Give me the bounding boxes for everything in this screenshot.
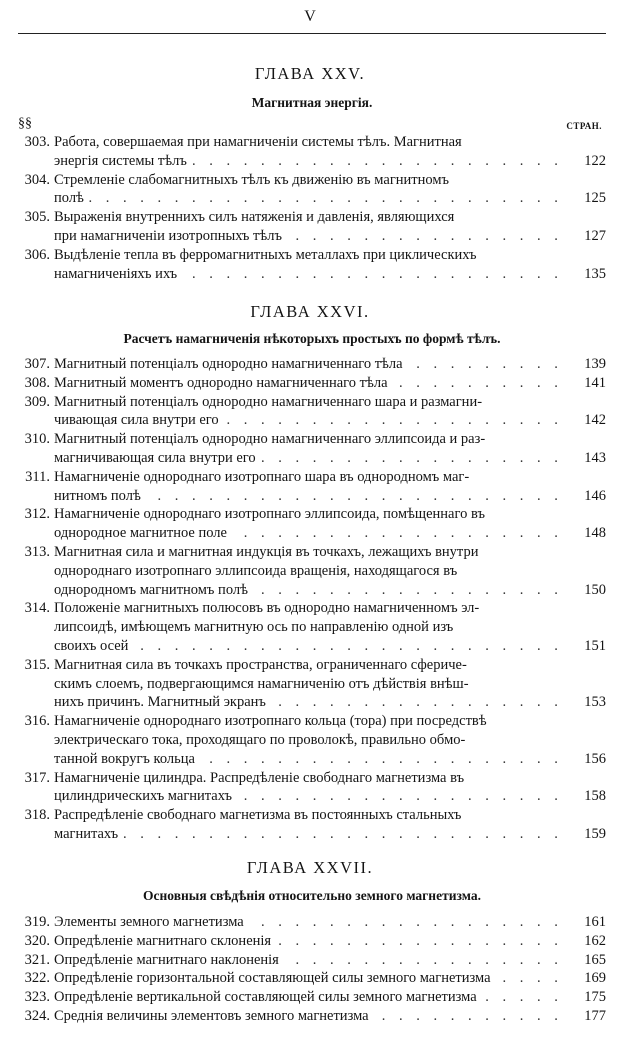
section-number: 311. <box>25 468 50 485</box>
page-number: 135 <box>584 265 606 282</box>
entry-title-line: магнитахъ . . . <box>54 825 566 844</box>
page-number: 161 <box>584 914 606 930</box>
section-number: 307. <box>24 356 50 372</box>
section-number: 309. <box>24 393 50 410</box>
page-number: 162 <box>584 932 606 949</box>
toc-entry <box>18 969 606 988</box>
entry-title-line: электрическаго тока, проходящаго по проволокѣ, правильно обмо- <box>54 731 566 750</box>
entry-title-line: чивающая сила внутри его . . . <box>54 411 566 430</box>
page-number: 148 <box>584 525 606 542</box>
entry-title-line: скимъ слоемъ, подвергающимся намагниченію отъ дѣйствія внѣш- <box>54 675 566 694</box>
toc-entry <box>18 543 606 599</box>
toc-entry <box>18 599 606 655</box>
chapter-heading: ГЛАВА XXVII. <box>246 858 374 877</box>
entry-title-line: однородномъ магнитномъ полѣ . . . <box>54 581 566 600</box>
page-number: 165 <box>584 951 606 968</box>
section-number: 317. <box>24 769 50 786</box>
toc-entry <box>18 769 606 807</box>
page-number: 150 <box>584 581 606 598</box>
page-number: 177 <box>584 1007 606 1024</box>
entry-title-line: однороднаго изотропнаго эллипсоида вращенія, находящагося въ <box>54 562 566 581</box>
entry-title-line: Намагниченіе однороднаго изотропнаго кольца (тора) при посредствѣ <box>54 712 566 731</box>
entry-title-line: цилиндрическихъ магнитахъ . . . <box>54 787 566 806</box>
entry-title-line: Опредѣленіе горизонтальной составляющей силы земного магнетизма . . . <box>54 969 566 988</box>
toc-entry <box>18 171 606 209</box>
chapter-subtitle: Магнитная энергія. <box>251 95 373 110</box>
page-number: 141 <box>584 374 606 391</box>
page-number: 122 <box>584 152 606 169</box>
entry-title-line: Положеніе магнитныхъ полюсовъ въ однородно намагниченномъ эл- <box>54 599 566 618</box>
entry-title-line: своихъ осей . . . <box>54 637 566 656</box>
toc-entry <box>18 505 606 543</box>
toc-entry <box>18 208 606 246</box>
toc-entry <box>18 468 606 506</box>
chapter-subtitle: Расчетъ намагниченія нѣкоторыхъ простыхъ по формѣ тѣлъ. <box>123 331 501 346</box>
section-number: 322. <box>24 970 50 987</box>
entry-title-line: Опредѣленіе вертикальной составляющей силы земного магнетизма . . . <box>54 988 566 1007</box>
section-number: 306. <box>24 246 50 263</box>
entry-title-line: Выдѣленіе тепла въ ферромагнитныхъ металлахъ при циклическихъ <box>54 246 566 265</box>
toc-list <box>18 355 606 844</box>
entry-title-line: нихъ причинъ. Магнитный экранъ . . . <box>54 693 566 712</box>
page-number: 146 <box>584 487 606 504</box>
entry-title-line: намагниченіяхъ ихъ . . . <box>54 265 566 284</box>
entry-title-line: однородное магнитное поле . . . <box>54 524 566 543</box>
entry-title-line: магничивающая сила внутри его . . . <box>54 449 566 468</box>
toc-entry <box>18 133 606 171</box>
entry-title-line: Магнитный моментъ однородно намагниченнаго тѣла . . . <box>54 374 566 393</box>
chapter-heading: ГЛАВА XXVI. <box>250 302 370 321</box>
section-number: 315. <box>24 656 50 673</box>
page-column-header: СТРАН. <box>566 121 602 131</box>
chapter-heading: ГЛАВА XXV. <box>254 64 366 83</box>
toc-entry <box>18 374 606 393</box>
entry-title-line: Намагниченіе однороднаго изотропнаго эллипсоида, помѣщеннаго въ <box>54 505 566 524</box>
toc-entry <box>18 246 606 284</box>
toc-entry <box>18 988 606 1007</box>
section-number: 316. <box>24 713 50 730</box>
page-number: 139 <box>584 356 606 372</box>
entry-title-line: танной вокругъ кольца . . . <box>54 750 566 769</box>
toc-entry <box>18 355 606 374</box>
page-folio: V <box>304 8 316 25</box>
entry-title-line: энергія системы тѣлъ . . . <box>54 152 566 171</box>
toc-entry <box>18 951 606 970</box>
section-number: 305. <box>24 209 50 226</box>
entry-title-line: Работа, совершаемая при намагниченіи системы тѣлъ. Магнитная <box>54 133 566 152</box>
entry-title-line: Магнитная сила въ точкахъ пространства, ограниченнаго сфериче- <box>54 656 566 675</box>
section-number: 324. <box>24 1007 50 1024</box>
toc-entry <box>18 430 606 468</box>
toc-entry <box>18 913 606 932</box>
entry-title-line: Стремленіе слабомагнитныхъ тѣлъ къ движенію въ магнитномъ <box>54 171 566 190</box>
toc-entry <box>18 712 606 768</box>
entry-title-line: нитномъ полѣ . . . <box>54 487 566 506</box>
toc-entry <box>18 806 606 844</box>
page-number: 159 <box>584 825 606 842</box>
toc-entry <box>18 932 606 951</box>
section-number: 321. <box>24 951 50 968</box>
toc-list <box>18 913 606 1026</box>
page-number: 143 <box>584 449 606 466</box>
entry-title-line: Среднія величины элементовъ земного магнетизма . . . <box>54 1007 566 1026</box>
section-number: 303. <box>24 134 50 150</box>
section-number: 318. <box>24 807 50 824</box>
chapter-subtitle: Основныя свѣдѣнія относительно земного магнетизма. <box>143 888 481 903</box>
section-number: 314. <box>24 600 50 617</box>
entry-title-line: Опредѣленіе магнитнаго склоненія . . . <box>54 932 566 951</box>
entry-title-line: Намагниченіе однороднаго изотропнаго шара въ однородномъ маг- <box>54 468 566 487</box>
toc-entry <box>18 656 606 712</box>
section-column-header: §§ <box>18 116 32 131</box>
entry-title-line: Распредѣленіе свободнаго магнетизма въ постоянныхъ стальныхъ <box>54 806 566 825</box>
page-number: 175 <box>584 989 606 1006</box>
section-number: 313. <box>24 543 50 560</box>
page-number: 156 <box>584 750 606 767</box>
page-number: 125 <box>584 190 606 207</box>
page-number: 153 <box>584 694 606 711</box>
header-rule <box>18 33 606 34</box>
section-number: 308. <box>24 374 50 391</box>
entry-title-line: при намагниченіи изотропныхъ тѣлъ . . . <box>54 227 566 246</box>
section-number: 312. <box>24 506 50 523</box>
section-number: 323. <box>24 989 50 1006</box>
entry-title-line: Намагниченіе цилиндра. Распредѣленіе свободнаго магнетизма въ <box>54 769 566 788</box>
entry-title-line: Элементы земного магнетизма . . . <box>54 913 566 932</box>
page-number: 169 <box>584 970 606 987</box>
entry-title-line: Магнитный потенціалъ однородно намагниченнаго эллипсоида и раз- <box>54 430 566 449</box>
entry-title-line: полѣ . . . <box>54 189 566 208</box>
page-number: 158 <box>584 788 606 805</box>
page-number: 151 <box>584 637 606 654</box>
section-number: 319. <box>24 914 50 930</box>
entry-title-line: Магнитный потенціалъ однородно намагниченнаго шара и размагни- <box>54 393 566 412</box>
page-number: 127 <box>584 227 606 244</box>
section-number: 304. <box>24 171 50 188</box>
page-number: 142 <box>584 412 606 429</box>
toc-list <box>18 133 606 283</box>
entry-title-line: Выраженія внутреннихъ силъ натяженія и давленія, являющихся <box>54 208 566 227</box>
entry-title-line: липсоидѣ, имѣющемъ магнитную ось по направленію одной изъ <box>54 618 566 637</box>
section-number: 310. <box>24 431 50 448</box>
section-number: 320. <box>24 932 50 949</box>
entry-title-line: Опредѣленіе магнитнаго наклоненія . . . <box>54 951 566 970</box>
entry-title-line: Магнитная сила и магнитная индукція въ точкахъ, лежащихъ внутри <box>54 543 566 562</box>
toc-entry <box>18 393 606 431</box>
entry-title-line: Магнитный потенціалъ однородно намагниченнаго тѣла . . . <box>54 355 566 374</box>
toc-entry <box>18 1007 606 1026</box>
